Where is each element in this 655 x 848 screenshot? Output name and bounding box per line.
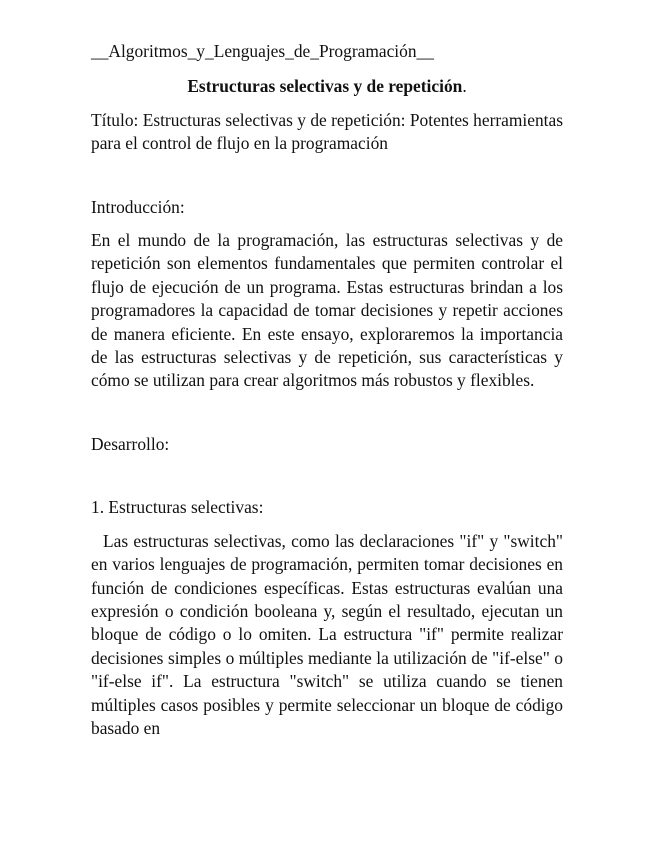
development-heading: Desarrollo:	[91, 433, 170, 454]
document-subtitle: Título: Estructuras selectivas y de repetición: Potentes herramientas para el control de flujo en la programación	[91, 109, 563, 154]
course-header: __Algoritmos_y_Lenguajes_de_Programación__	[91, 41, 434, 61]
section-heading: 1. Estructuras selectivas:	[91, 497, 264, 518]
introduction-heading: Introducción:	[91, 196, 185, 217]
document-page	[91, 40, 563, 740]
document-title-period: .	[462, 76, 467, 97]
document-title	[91, 75, 563, 98]
document-title-text: Estructuras selectivas y de repetición	[187, 76, 463, 97]
introduction-paragraph: En el mundo de la programación, las estructuras selectivas y de repetición son elementos fundamentales que permiten controlar el flujo de ejecución de un programa. Estas estructuras brindan a los programadores la capacidad de tomar decisiones y repetir acciones de manera eficiente. En este ensayo, exploraremos la importancia de las estructuras selectivas y de repetición, sus características y cómo se utilizan para crear algoritmos más robustos y flexibles.	[91, 230, 563, 391]
section-paragraph: Las estructuras selectivas, como las declaraciones "if" y "switch" en varios lenguajes de programación, permiten tomar decisiones en función de condiciones específicas. Estas estructuras evalúan una expresión o condición booleana y, según el resultado, ejecutan un bloque de código o lo omiten. La estructura "if" permite realizar decisiones simples o múltiples mediante la utilización de "if-else" o "if-else if". La estructura "switch" se utiliza cuando se tienen múltiples casos posibles y permite seleccionar un bloque de código basado en	[91, 530, 563, 738]
